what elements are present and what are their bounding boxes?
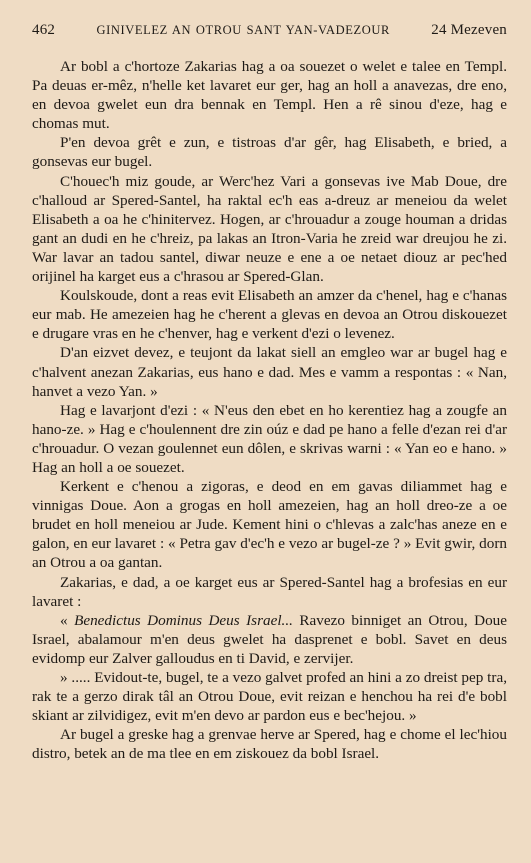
paragraph: Ar bugel a greske hag a grenvae herve ar Spered, hag e chome el lec'hiou distro, betek an de ma tlee en em ziskouez da bobl Israel. [32,726,507,763]
paragraph: Zakarias, e dad, a oe karget eus ar Spered-Santel hag a brofesias en eur lavaret : [32,573,507,610]
body-text [32,57,507,763]
paragraph: D'an eizvet devez, e teujont da lakat siell an emgleo war ar bugel hag e c'halvent anezan Zakarias, eus hano e dad. Mes e vamm a respontas : « Nan, hanvet a vezo Yan. » [32,344,507,400]
paragraph: C'houec'h miz goude, ar Werc'hez Vari a gonsevas ive Mab Doue, dre c'halloud ar Spered-Santel, ha raktal ec'h eas a-dreuz ar meneiou da welet Elisabeth a oa he c'hinitervez. Hogen, ar c'hrouadur a zouge houman a dridas gant an dudi en he c'hreiz, pa lakas an Itron-Varia he zreid war dreujou he zi. War lavar an tadou santel, diwar neuze e ene a oe netaet diouz ar pec'hed orijinel ha karget eus a c'hrasou ar Spered-Glan. [32,172,507,286]
running-title: GINIVELEZ AN OTROU SANT YAN-VADEZOUR [96,23,390,37]
paragraph: Hag e lavarjont d'ezi : « N'eus den ebet en ho kerentiez hag a zougfe an hano-ze. » Hag e c'houlennent dre zin oúz e dad pe hano a felle d'ezan rei d'ar c'hrouadur. O vezan goulennet eun dôlen, e skrivas warni : « Yan eo e hano. » Hag an holl a oe souezet. [32,401,507,476]
canticle-text: Ravezo binniget an Otrou, Doue Israel, abalamour m'en deus gwelet ha dasprenet e bobl. Savet en deus evidomp eur Zalver galloudus en ti David, e zervijer. [32,611,508,667]
paragraph: Ar bobl a c'hortoze Zakarias hag a oa souezet o welet e talee en Templ. Pa deuas er-mêz, n'helle ket lavaret eur ger, hag an holl a anavezas, dre eno, en devoa gwelet eun dra bennak en Templ. Hen a rê sinou d'eze, hag e chomas mut. [32,58,507,133]
paragraph: Kerkent e c'henou a zigoras, e deod en em gavas diliammet hag e vinnigas Doue. Aon a grogas en holl amezeien, hag an holl dreo-ze a oe brudet en holl meneiou ar Jude. Kement hini o c'hlevas a zalc'has aneze en e galon, en eur lavaret : « Petra gav d'ec'h e vezo ar bugel-ze ? » Evit gwir, dorn an Otrou a oa gantan. [32,478,507,572]
latin-incipit: Benedictus Dominus Deus Israel... [74,611,293,629]
paragraph: P'en devoa grêt e zun, e tistroas d'ar gêr, hag Elisabeth, e bried, a gonsevas eur bugel. [32,134,507,171]
page-header [32,22,507,39]
paragraph: » ..... Evidout-te, bugel, te a vezo galvet profed an hini a zo dreist pep tra, rak te a gerzo dirak tâl an Otrou Doue, evit reizan e henchou ha rei d'e bobl skiant ar zilvidigez, evit m'en devo ar pardon eus e bec'hejou. » [32,669,507,725]
paragraph: Koulskoude, dont a reas evit Elisabeth an amzer da c'henel, hag e c'hanas eur mab. He amezeien hag he c'herent a glevas en devoa an Otrou diskouezet e drugare vras en he c'henver, hag e verkent d'ezi o levenez. [32,287,507,343]
page-number: 462 [32,22,56,38]
header-date: 24 Mezeven [431,22,507,38]
canticle-paragraph: « Benedictus Dominus Deus Israel... Ravezo binniget an Otrou, Doue Israel, abalamour m'en deus gwelet ha dasprenet e bobl. Savet en deus evidomp eur Zalver galloudus en ti David, e zervijer. [32,611,508,667]
